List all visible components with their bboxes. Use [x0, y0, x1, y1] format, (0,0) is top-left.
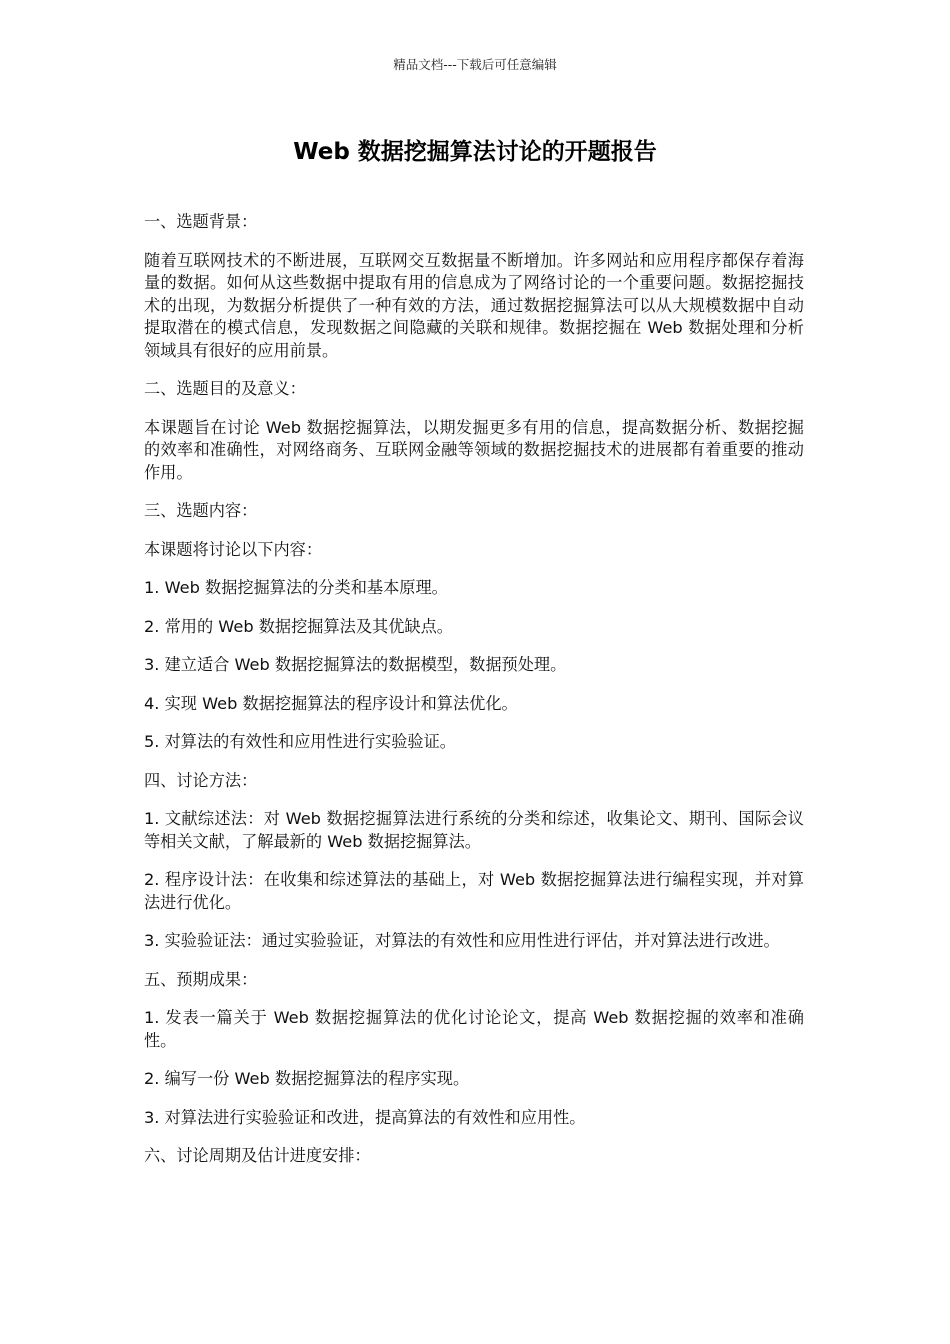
- outcome-item: 1. 发表一篇关于 Web 数据挖掘算法的优化讨论论文，提高 Web 数据挖掘的效率和准确性。: [144, 1008, 804, 1050]
- document-title: Web 数据挖掘算法讨论的开题报告: [293, 139, 657, 165]
- document-body: [144, 211, 804, 1184]
- section-heading-background: 一、选题背景：: [144, 212, 258, 231]
- page-header: 精品文档---下载后可任意编辑: [393, 57, 557, 72]
- section-heading-schedule: 六、讨论周期及估计进度安排：: [144, 1146, 371, 1165]
- content-intro: 本课题将讨论以下内容：: [144, 539, 323, 559]
- section-heading-outcomes: 五、预期成果：: [144, 969, 258, 989]
- outcome-item: 3. 对算法进行实验验证和改进，提高算法的有效性和应用性。: [144, 1107, 586, 1127]
- outcome-item: 2. 编写一份 Web 数据挖掘算法的程序实现。: [144, 1069, 470, 1088]
- section-heading-methods: 四、讨论方法：: [144, 770, 258, 790]
- method-item: 3. 实验验证法：通过实验验证，对算法的有效性和应用性进行评估，并对算法进行改进。: [144, 931, 780, 950]
- method-item: 2. 程序设计法：在收集和综述算法的基础上，对 Web 数据挖掘算法进行编程实现，并对算法进行优化。: [144, 870, 804, 912]
- purpose-paragraph: 本课题旨在讨论 Web 数据挖掘算法，以期发掘更多有用的信息，提高数据分析、数据挖掘的效率和准确性，对网络商务、互联网金融等领域的数据挖掘技术的进展都有着重要的推动作用。: [144, 417, 804, 482]
- content-item: 4. 实现 Web 数据挖掘算法的程序设计和算法优化。: [144, 693, 518, 713]
- background-paragraph: 随着互联网技术的不断进展，互联网交互数据量不断增加。许多网站和应用程序都保存着海量的数据。如何从这些数据中提取有用的信息成为了网络讨论的一个重要问题。数据挖掘技术的出现，为数据分析提供了一种有效的方法，通过数据挖掘算法可以从大规模数据中自动提取潜在的模式信息，发现数据之间隐藏的关联和规律。数据挖掘在 Web 数据处理和分析领域具有很好的应用前景。: [144, 250, 804, 360]
- section-heading-purpose: 二、选题目的及意义：: [144, 379, 306, 398]
- section-heading-content: 三、选题内容：: [144, 501, 258, 520]
- content-item: 3. 建立适合 Web 数据挖掘算法的数据模型，数据预处理。: [144, 655, 567, 674]
- content-item: 2. 常用的 Web 数据挖掘算法及其优缺点。: [144, 616, 453, 636]
- method-item: 1. 文献综述法：对 Web 数据挖掘算法进行系统的分类和综述，收集论文、期刊、国际会议等相关文献，了解最新的 Web 数据挖掘算法。: [144, 809, 804, 851]
- content-item: 5. 对算法的有效性和应用性进行实验验证。: [144, 732, 456, 751]
- content-item: 1. Web 数据挖掘算法的分类和基本原理。: [144, 578, 448, 597]
